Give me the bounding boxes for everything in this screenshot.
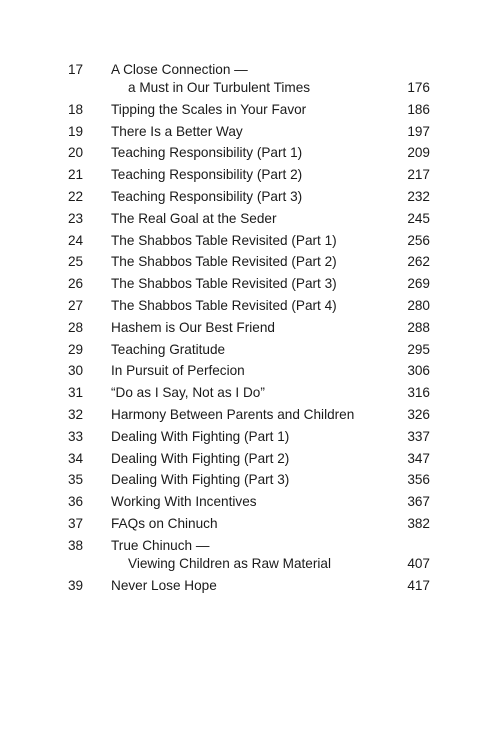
chapter-number: 39 [68, 577, 84, 593]
toc-entry [68, 493, 430, 511]
chapter-number: 17 [68, 62, 84, 77]
chapter-title: Dealing With Fighting (Part 2) [111, 450, 290, 466]
toc-entry [68, 450, 430, 468]
page-number: 382 [407, 515, 430, 531]
chapter-title-block [111, 101, 430, 119]
toc-entry [68, 210, 430, 228]
chapter-title: Teaching Responsibility (Part 3) [111, 188, 303, 204]
chapter-title-block [111, 406, 430, 424]
chapter-title-block [111, 123, 430, 141]
chapter-number: 35 [68, 472, 84, 488]
chapter-number: 28 [68, 319, 84, 335]
page-number: 407 [407, 555, 430, 571]
chapter-title: In Pursuit of Perfecion [111, 363, 245, 379]
chapter-title: The Shabbos Table Revisited (Part 3) [111, 276, 337, 292]
page-number: 288 [407, 319, 430, 335]
chapter-number: 37 [68, 515, 84, 531]
toc-entry [68, 232, 430, 250]
toc-entry [68, 319, 430, 337]
toc-entry [68, 101, 430, 119]
toc-entry [68, 341, 430, 359]
chapter-title-block [111, 144, 430, 162]
page-number: 197 [407, 123, 430, 139]
chapter-number: 22 [68, 188, 84, 204]
chapter-title: Hashem is Our Best Friend [111, 319, 275, 335]
chapter-title: Teaching Responsibility (Part 2) [111, 167, 303, 183]
page-number: 306 [407, 363, 430, 379]
chapter-number: 27 [68, 297, 84, 313]
toc-entry [68, 275, 430, 293]
toc-entry [68, 537, 430, 573]
chapter-number: 21 [68, 167, 84, 183]
chapter-title-block [111, 61, 430, 97]
toc-entry [68, 188, 430, 206]
chapter-title-block [111, 515, 430, 533]
chapter-title-block [111, 297, 430, 315]
chapter-title: Harmony Between Parents and Children [111, 406, 355, 422]
page-number: 280 [407, 297, 430, 313]
chapter-title: Tipping the Scales in Your Favor [111, 101, 307, 117]
chapter-title-block [111, 493, 430, 511]
chapter-title: “Do as I Say, Not as I Do” [111, 385, 265, 401]
chapter-title: The Shabbos Table Revisited (Part 2) [111, 254, 337, 270]
chapter-title-block [111, 210, 430, 228]
toc-entry [68, 406, 430, 424]
chapter-title-block [111, 166, 430, 184]
chapter-number: 29 [68, 341, 84, 357]
chapter-title: Working With Incentives [111, 494, 257, 510]
page-number: 269 [407, 276, 430, 292]
page-number: 217 [407, 167, 430, 183]
chapter-title-block [111, 428, 430, 446]
chapter-number: 38 [68, 537, 84, 553]
page-number: 176 [407, 80, 430, 95]
chapter-title-block [111, 471, 430, 489]
chapter-title: Teaching Responsibility (Part 1) [111, 145, 303, 161]
chapter-title: FAQs on Chinuch [111, 515, 218, 531]
page-number: 347 [407, 450, 430, 466]
chapter-title-block [111, 319, 430, 337]
page-number: 417 [407, 577, 430, 593]
toc-entry [68, 123, 430, 141]
chapter-number: 23 [68, 210, 84, 226]
chapter-title: Dealing With Fighting (Part 1) [111, 428, 290, 444]
toc-entry [68, 428, 430, 446]
chapter-number: 20 [68, 145, 84, 161]
chapter-number: 31 [68, 385, 84, 401]
toc-entry [68, 144, 430, 162]
page-number: 232 [407, 188, 430, 204]
chapter-number: 18 [68, 101, 84, 117]
chapter-number: 34 [68, 450, 84, 466]
page-number: 256 [407, 232, 430, 248]
page-number: 295 [407, 341, 430, 357]
page-number: 337 [407, 428, 430, 444]
chapter-title-block [111, 275, 430, 293]
page-number: 245 [407, 210, 430, 226]
chapter-title-block [111, 450, 430, 468]
table-of-contents [68, 61, 430, 598]
chapter-title-continuation: a Must in Our Turbulent Times [128, 80, 311, 95]
chapter-title: The Shabbos Table Revisited (Part 4) [111, 297, 337, 313]
toc-entry [68, 166, 430, 184]
chapter-number: 36 [68, 494, 84, 510]
chapter-number: 26 [68, 276, 84, 292]
chapter-title: True Chinuch — [111, 537, 210, 553]
chapter-number: 24 [68, 232, 84, 248]
toc-entry [68, 253, 430, 271]
chapter-title-block [111, 341, 430, 359]
page-number: 326 [407, 406, 430, 422]
page-number: 186 [407, 101, 430, 117]
chapter-title-block [111, 362, 430, 380]
chapter-title: The Real Goal at the Seder [111, 210, 277, 226]
toc-entry [68, 577, 430, 595]
chapter-title-block [111, 253, 430, 271]
chapter-title-block [111, 537, 430, 573]
chapter-number: 33 [68, 428, 84, 444]
toc-entry [68, 384, 430, 402]
toc-entry [68, 362, 430, 380]
chapter-title-block [111, 577, 430, 595]
chapter-number: 19 [68, 123, 84, 139]
page-number: 262 [407, 254, 430, 270]
page-number: 316 [407, 385, 430, 401]
chapter-title-continuation: Viewing Children as Raw Material [128, 555, 331, 571]
toc-entry [68, 515, 430, 533]
chapter-title: Never Lose Hope [111, 577, 217, 593]
toc-entry [68, 61, 430, 97]
chapter-title-block [111, 384, 430, 402]
chapter-title-block [111, 188, 430, 206]
chapter-number: 25 [68, 254, 84, 270]
toc-entry [68, 471, 430, 489]
chapter-title: Teaching Gratitude [111, 341, 226, 357]
chapter-title-block [111, 232, 430, 250]
chapter-title: There Is a Better Way [111, 123, 243, 139]
chapter-number: 30 [68, 363, 84, 379]
chapter-title: A Close Connection — [111, 62, 248, 77]
page-number: 209 [407, 145, 430, 161]
chapter-number: 32 [68, 406, 84, 422]
toc-entry [68, 297, 430, 315]
page-number: 356 [407, 472, 430, 488]
page-number: 367 [407, 494, 430, 510]
chapter-title: The Shabbos Table Revisited (Part 1) [111, 232, 337, 248]
chapter-title: Dealing With Fighting (Part 3) [111, 472, 290, 488]
